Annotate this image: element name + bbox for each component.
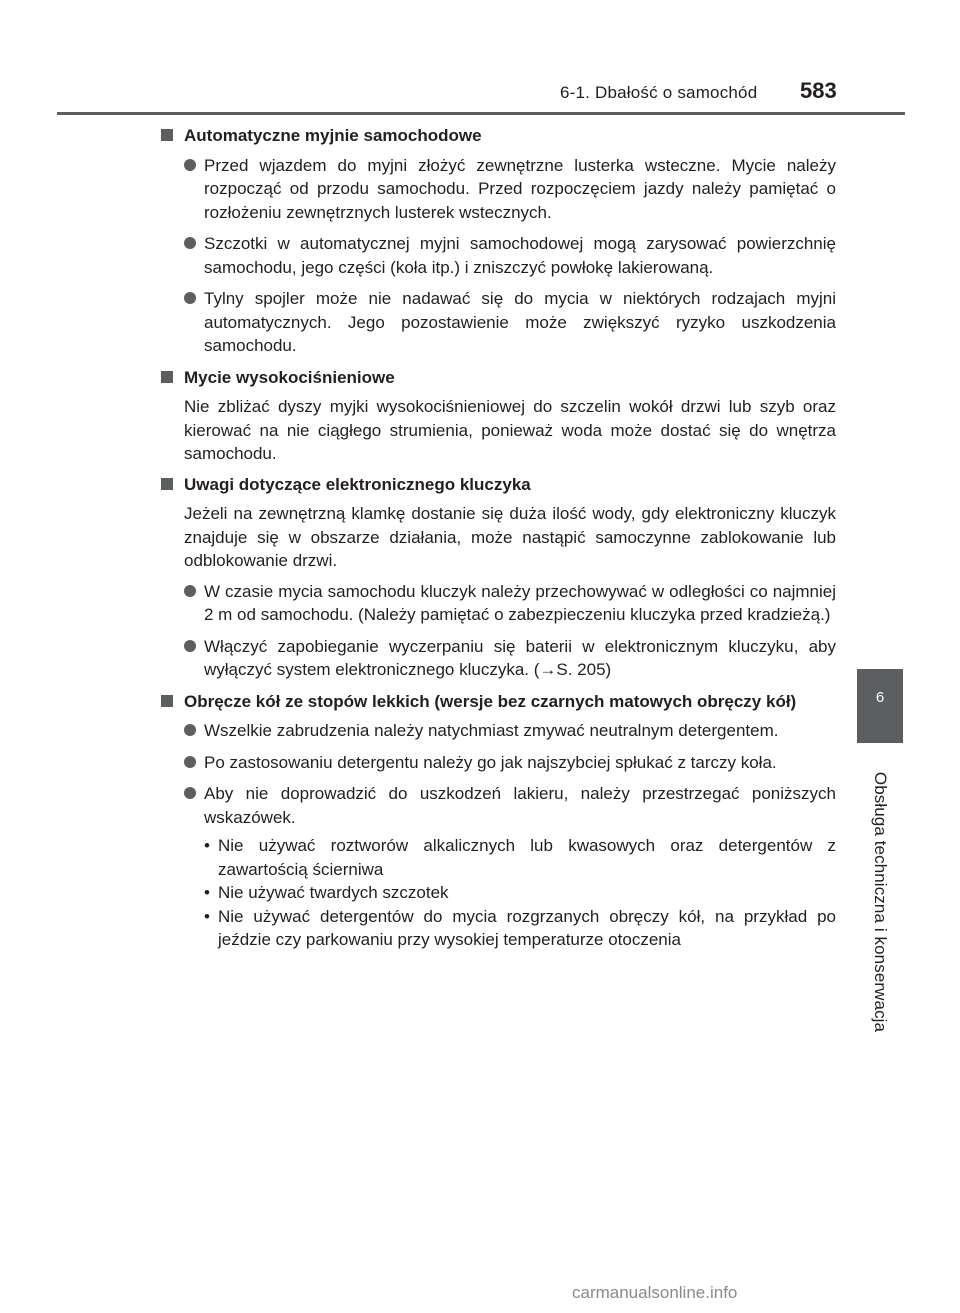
page-content [160, 124, 836, 959]
section-electronic-key-notes [160, 473, 836, 682]
section-automatic-car-wash [160, 124, 836, 358]
square-bullet-icon [161, 478, 173, 490]
section-high-pressure-washing [160, 366, 836, 466]
heading-text: Obręcze kół ze stopów lekkich (wersje bez czarnych matowych obręczy kół) [184, 691, 797, 711]
circle-bullet-icon [184, 756, 196, 768]
section-heading [160, 366, 836, 390]
paragraph: Jeżeli na zewnętrzną klamkę dostanie się duża ilość wody, gdy elektroniczny kluczyk znajduje się w obszarze działania, może nastąpić samoczynne zablokowanie lub odblokowanie drzwi. [184, 504, 836, 570]
small-bullet-icon: • [204, 906, 210, 926]
list-item [184, 635, 836, 682]
circle-bullet-icon [184, 724, 196, 736]
list-item-text: Włączyć zapobieganie wyczerpaniu się baterii w elektronicznym kluczyku, aby wyłączyć system elektronicznego kluczyka. (→S. 205) [204, 636, 836, 679]
page-number: 583 [800, 78, 837, 103]
square-bullet-icon [161, 129, 173, 141]
list-item [184, 154, 836, 225]
header-divider [57, 112, 905, 115]
list-item [184, 580, 836, 627]
list-item [184, 782, 836, 829]
sub-list-item-text: Nie używać roztworów alkalicznych lub kwasowych oraz detergentów z zawartością ścierniwa [218, 836, 836, 879]
square-bullet-icon [161, 695, 173, 707]
list-item [184, 232, 836, 279]
heading-text: Uwagi dotyczące elektronicznego kluczyka [184, 474, 531, 494]
circle-bullet-icon [184, 787, 196, 799]
heading-text: Automatyczne myjnie samochodowe [184, 126, 482, 145]
list-item [184, 719, 836, 743]
sub-list [204, 834, 836, 952]
circle-bullet-icon [184, 292, 196, 304]
paragraph: Nie zbliżać dyszy myjki wysokociśnieniowej do szczelin wokół drzwi lub szyb oraz kierować na nie ciągłego strumienia, ponieważ woda może dostać się do wnętrza samochodu. [184, 397, 836, 463]
list-item [184, 287, 836, 358]
sub-list-item [204, 881, 836, 905]
list-item-text: Tylny spojler może nie nadawać się do mycia w niektórych rodzajach myjni automatycznych. Jego pozostawienie może zwiększyć ryzyko uszkodzenia samochodu. [204, 289, 836, 355]
sub-list-item-text: Nie używać twardych szczotek [218, 883, 449, 902]
list-item-text: W czasie mycia samochodu kluczyk należy przechowywać w odległości co najmniej 2 m od samochodu. (Należy pamiętać o zabezpieczeniu kluczyka przed kradzieżą.) [204, 581, 836, 624]
section-alloy-wheels [160, 690, 836, 952]
sub-list-item-text: Nie używać detergentów do mycia rozgrzanych obręczy kół, na przykład po jeździe czy parkowaniu przy wysokiej temperaturze otoczenia [218, 906, 836, 949]
square-bullet-icon [161, 371, 173, 383]
heading-text: Mycie wysokociśnieniowe [184, 367, 395, 387]
watermark: carmanualsonline.info [572, 1283, 738, 1302]
list-item-text: Aby nie doprowadzić do uszkodzeń lakieru, należy przestrzegać poniższych wskazówek. [204, 784, 836, 827]
list-item-text: Przed wjazdem do myjni złożyć zewnętrzne lusterka wsteczne. Mycie należy rozpocząć od przodu samochodu. Przed rozpoczęciem jazdy należy pamiętać o rozłożeniu zewnętrznych lusterek wstecznych. [204, 155, 836, 222]
section-heading [160, 473, 836, 497]
list-item-text: Szczotki w automatycznej myjni samochodowej mogą zarysować powierzchnię samochodu, jego części (koła itp.) i zniszczyć powłokę lakierowaną. [204, 234, 836, 277]
list-item [184, 751, 836, 775]
small-bullet-icon: • [204, 883, 210, 902]
circle-bullet-icon [184, 585, 196, 597]
small-bullet-icon: • [204, 836, 210, 855]
list-item-text: Wszelkie zabrudzenia należy natychmiast zmywać neutralnym detergentem. [204, 721, 779, 740]
chapter-tab [857, 669, 903, 743]
sub-list-item [204, 905, 836, 952]
chapter-title-vertical: Obsługa techniczna i konserwacja [871, 771, 890, 1033]
header-section-title: 6-1. Dbałość o samochód [560, 83, 758, 102]
circle-bullet-icon [184, 159, 196, 171]
circle-bullet-icon [184, 640, 196, 652]
section-heading [160, 690, 836, 714]
circle-bullet-icon [184, 237, 196, 249]
section-heading [160, 124, 836, 148]
sub-list-item [204, 834, 836, 881]
list-item-text: Po zastosowaniu detergentu należy go jak najszybciej spłukać z tarczy koła. [204, 752, 777, 772]
chapter-number: 6 [875, 689, 885, 706]
